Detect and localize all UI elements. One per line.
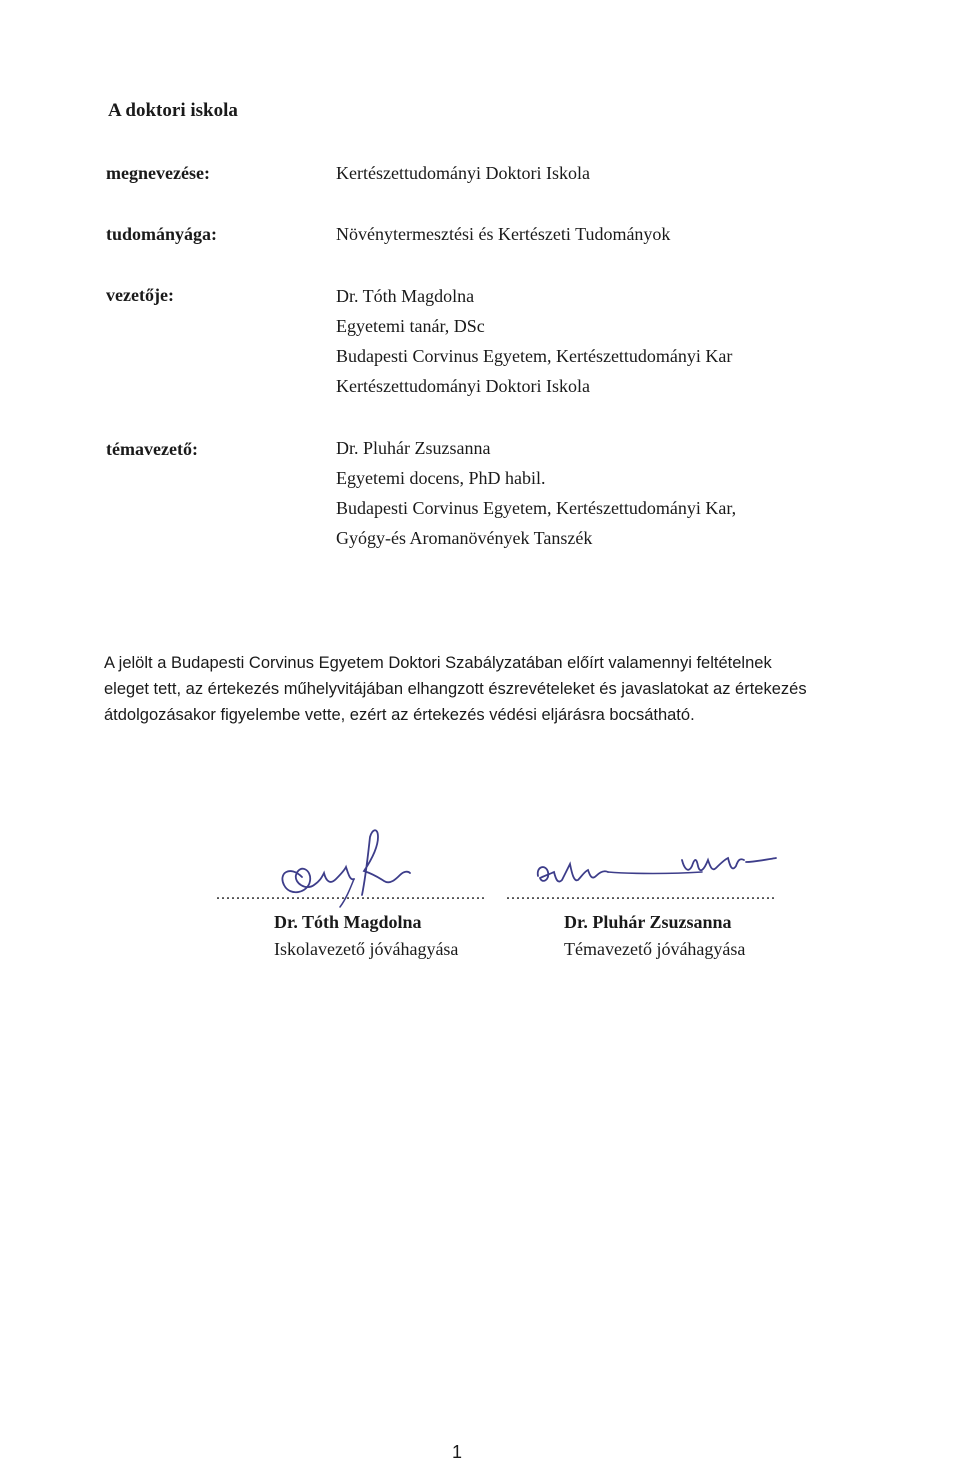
field-label-head: vezetője:: [106, 285, 174, 305]
section-heading: A doktori iskola: [108, 100, 238, 121]
signature-block-school-head: [216, 886, 516, 960]
signatory-role: Témavezető jóváhagyása: [564, 939, 746, 959]
field-label-discipline: tudományága:: [106, 224, 218, 244]
field-line: Gyógy-és Aromanövények Tanszék: [336, 528, 593, 548]
field-line: Kertészettudományi Doktori Iskola: [336, 163, 590, 183]
field-line: Egyetemi tanár, DSc: [336, 316, 485, 336]
field-label-supervisor: témavezető:: [106, 439, 198, 459]
field-line: Egyetemi docens, PhD habil.: [336, 468, 546, 488]
paragraph-line: A jelölt a Budapesti Corvinus Egyetem Doktori Szabályzatában előírt valamennyi feltételnek: [104, 654, 772, 672]
page-number: 1: [452, 1442, 463, 1462]
signatory-name: Dr. Tóth Magdolna: [274, 912, 422, 932]
signatory-role: Iskolavezető jóváhagyása: [274, 939, 459, 959]
signature-line: ......................................................: [506, 886, 776, 903]
field-line: Kertészettudományi Doktori Iskola: [336, 376, 590, 396]
field-line: Dr. Tóth Magdolna: [336, 286, 475, 306]
field-line: Dr. Pluhár Zsuzsanna: [336, 438, 491, 458]
signature-line: ......................................................: [216, 886, 486, 903]
paragraph-line: átdolgozásakor figyelembe vette, ezért az értekezés védési eljárásra bocsátható.: [104, 706, 695, 724]
field-label-name: megnevezése:: [106, 163, 210, 183]
field-line: Budapesti Corvinus Egyetem, Kertészettudományi Kar: [336, 346, 733, 366]
signatory-name: Dr. Pluhár Zsuzsanna: [564, 912, 732, 932]
field-line: Növénytermesztési és Kertészeti Tudományok: [336, 224, 671, 244]
field-value-head: [336, 281, 732, 401]
paragraph-line: eleget tett, az értekezés műhelyvitájában elhangzott észrevételeket és javaslatokat az értekezés: [104, 680, 807, 698]
field-value-name: [336, 158, 590, 188]
field-value-supervisor: [336, 433, 736, 553]
field-value-discipline: [336, 219, 670, 249]
approval-paragraph: [104, 650, 864, 728]
field-line: Budapesti Corvinus Egyetem, Kertészettudományi Kar,: [336, 498, 737, 518]
signature-block-supervisor: [506, 886, 806, 960]
